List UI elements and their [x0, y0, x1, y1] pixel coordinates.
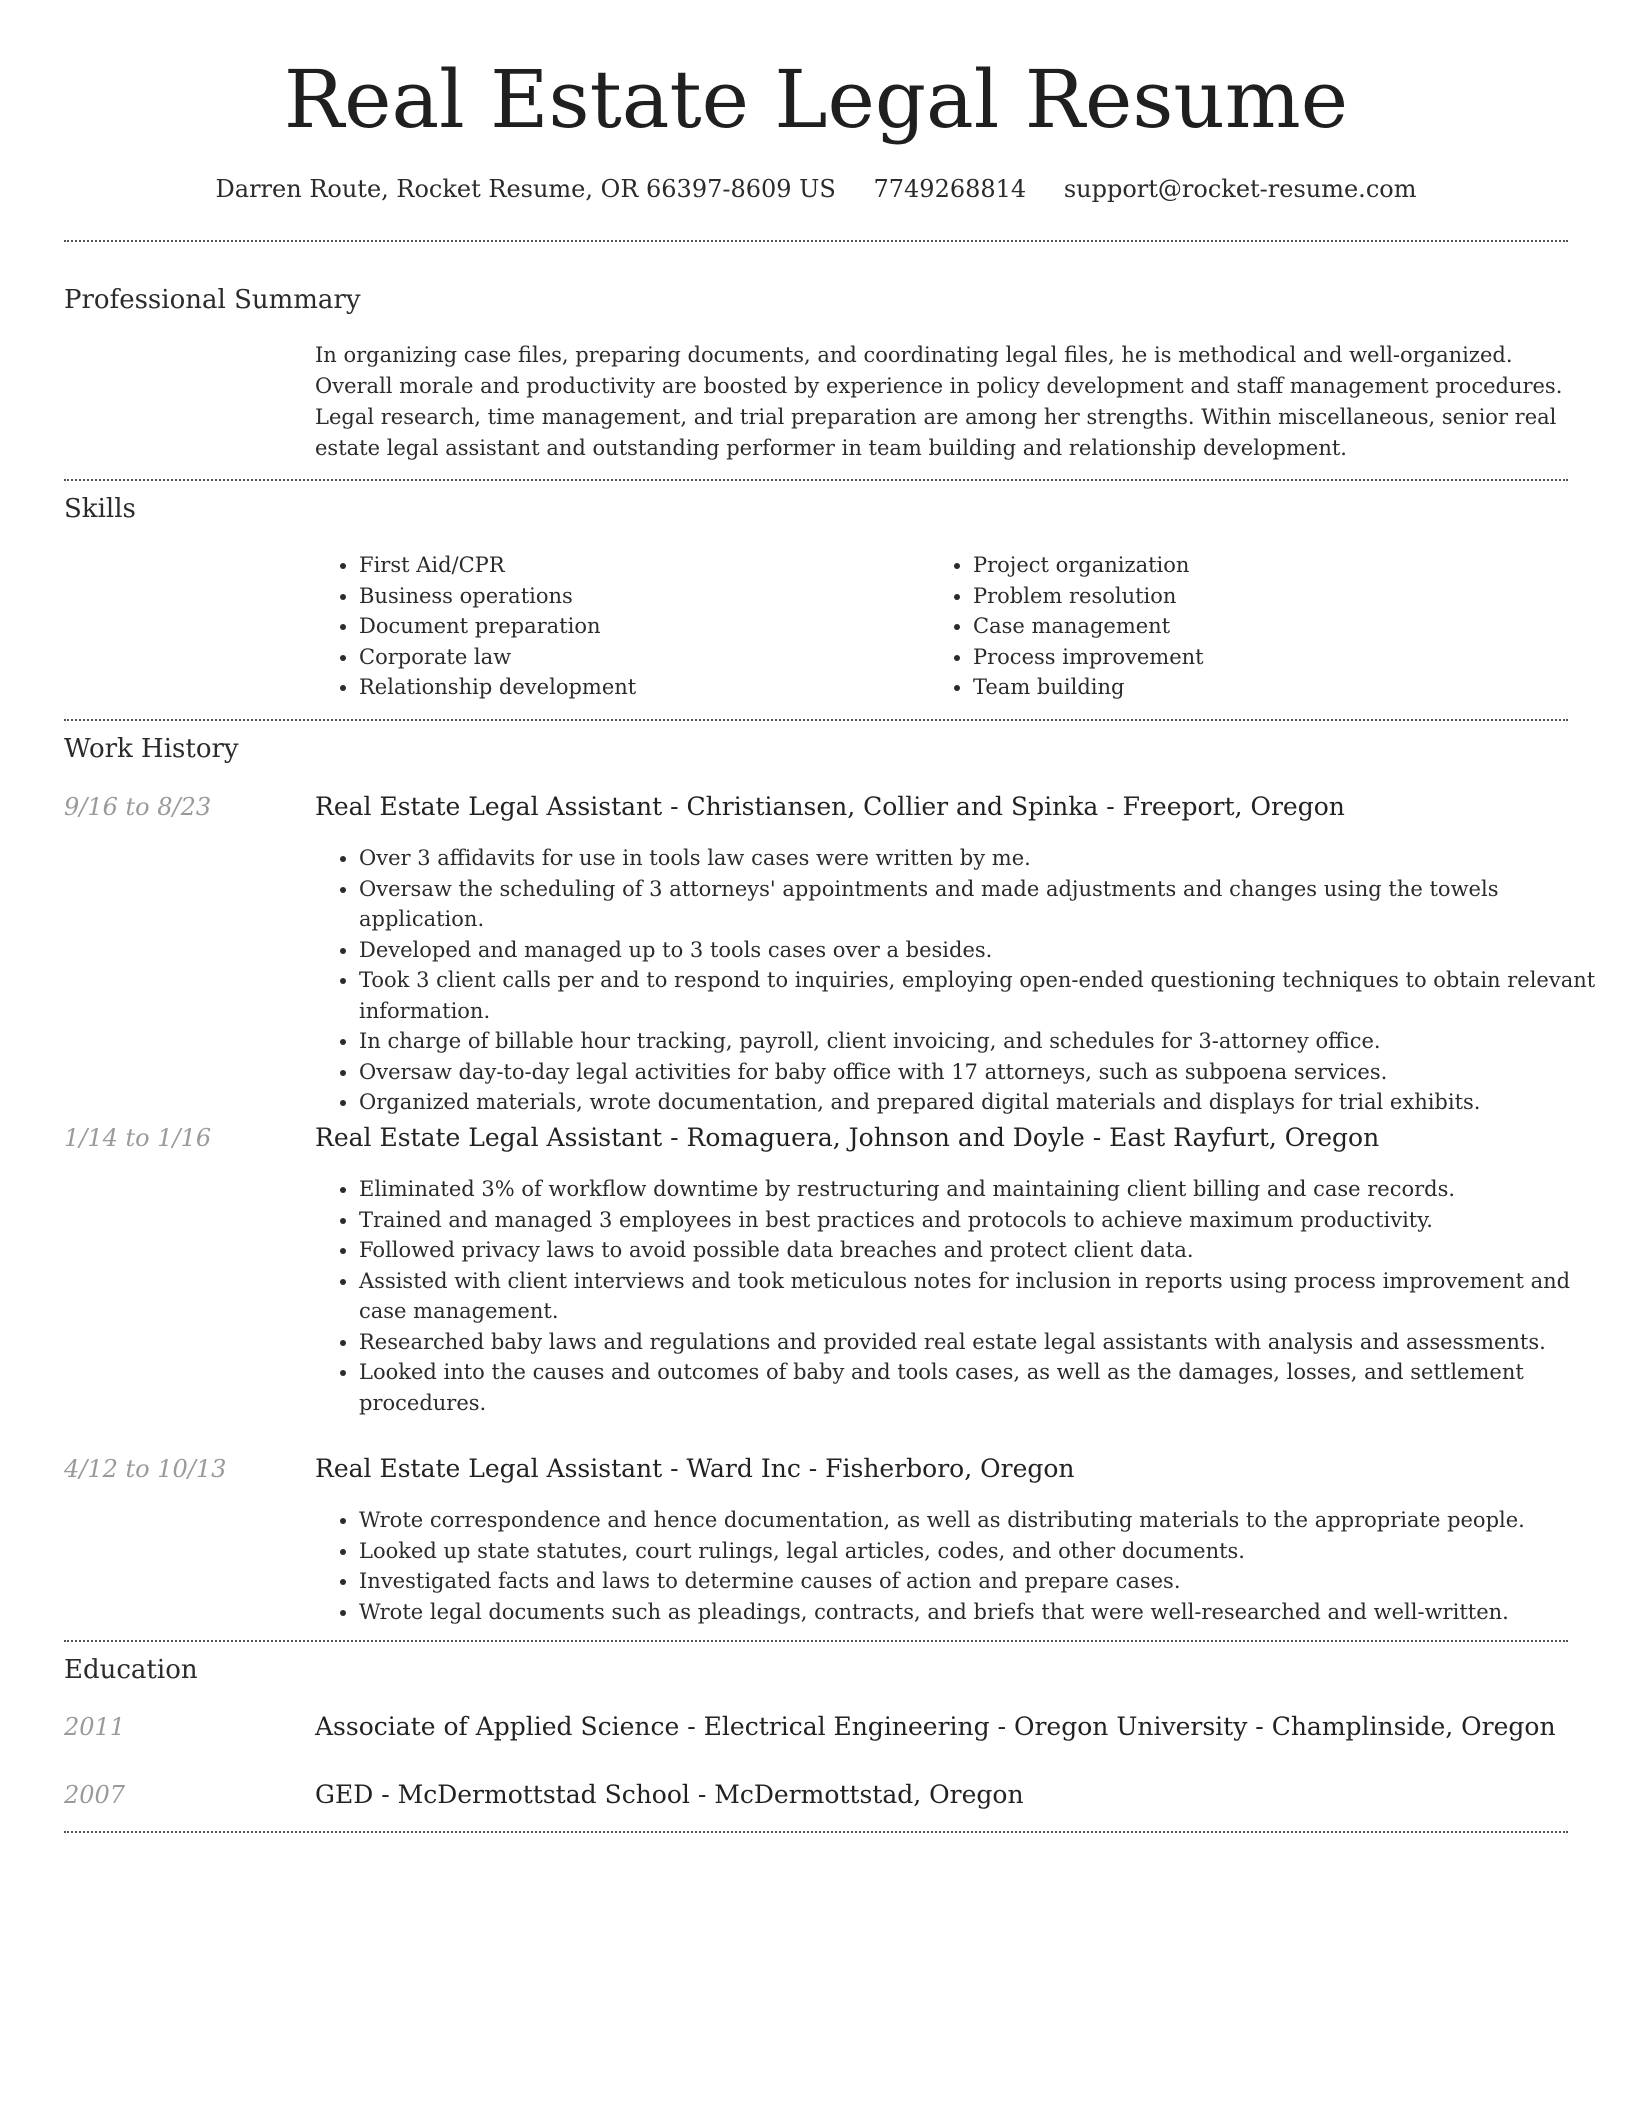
education-year: 2007 — [64, 1781, 126, 1809]
job-title: Real Estate Legal Assistant - Ward Inc - Fisherboro, Oregon — [315, 1454, 1075, 1483]
job-bullet: • Trained and managed 3 employees in best practices and protocols to achieve maximum productivity. — [359, 1205, 1611, 1236]
skills-list-right — [929, 550, 1204, 703]
skills-heading: Skills — [64, 494, 136, 524]
skill-item: • Problem resolution — [973, 581, 1204, 612]
job-bullet: • Looked up state statutes, court rulings, legal articles, codes, and other documents. — [359, 1536, 1611, 1567]
skill-item: • Case management — [973, 611, 1204, 642]
job-dates: 9/16 to 8/23 — [64, 793, 212, 821]
skill-item: • First Aid/CPR — [359, 550, 636, 581]
job-bullet: • Eliminated 3% of workflow downtime by restructuring and maintaining client billing and case records. — [359, 1174, 1611, 1205]
skill-item: • Relationship development — [359, 672, 636, 703]
section-divider — [64, 240, 1568, 242]
job-bullets — [315, 1505, 1611, 1627]
job-bullet: • In charge of billable hour tracking, payroll, client invoicing, and schedules for 3-attorney office. — [359, 1026, 1611, 1057]
skills-list-left — [315, 550, 636, 703]
contact-email: support@rocket-resume.com — [1063, 175, 1417, 203]
summary-text: In organizing case files, preparing documents, and coordinating legal files, he is methodical and well-organized. Overall morale and productivity are boosted by experience in policy development and staff management procedures. Legal research, time management, and trial preparation are among her strengths. Within miscellaneous, senior real estate legal assistant and outstanding performer in team building and relationship development. — [315, 343, 1563, 460]
job-bullet: • Investigated facts and laws to determine causes of action and prepare cases. — [359, 1566, 1611, 1597]
contact-phone: 7749268814 — [873, 175, 1027, 203]
skill-item: • Team building — [973, 672, 1204, 703]
skill-item: • Project organization — [973, 550, 1204, 581]
job-bullet: • Oversaw the scheduling of 3 attorneys' appointments and made adjustments and changes using the towels application. — [359, 874, 1611, 935]
job-dates: 4/12 to 10/13 — [64, 1455, 227, 1483]
job-bullets — [315, 1174, 1611, 1418]
education-title: GED - McDermottstad School - McDermottstad, Oregon — [315, 1780, 1024, 1809]
job-bullet: • Researched baby laws and regulations and provided real estate legal assistants with analysis and assessments. — [359, 1327, 1611, 1358]
skill-item: • Corporate law — [359, 642, 636, 673]
work-heading: Work History — [64, 734, 239, 764]
job-bullet: • Oversaw day-to-day legal activities for baby office with 17 attorneys, such as subpoena services. — [359, 1057, 1611, 1088]
summary-heading: Professional Summary — [64, 285, 361, 315]
job-bullets — [315, 843, 1611, 1118]
section-divider — [64, 1831, 1568, 1833]
job-bullet: • Wrote legal documents such as pleadings, contracts, and briefs that were well-researched and well-written. — [359, 1597, 1611, 1628]
skill-item: • Process improvement — [973, 642, 1204, 673]
skill-item: • Document preparation — [359, 611, 636, 642]
job-title: Real Estate Legal Assistant - Romaguera, Johnson and Doyle - East Rayfurt, Oregon — [315, 1123, 1380, 1152]
resume-title: Real Estate Legal Resume — [283, 53, 1349, 146]
section-divider — [64, 1640, 1568, 1642]
job-bullet: • Wrote correspondence and hence documentation, as well as distributing materials to the appropriate people. — [359, 1505, 1611, 1536]
job-title: Real Estate Legal Assistant - Christiansen, Collier and Spinka - Freeport, Oregon — [315, 792, 1345, 821]
section-divider — [64, 719, 1568, 721]
skill-item: • Business operations — [359, 581, 636, 612]
job-dates: 1/14 to 1/16 — [64, 1124, 212, 1152]
job-bullet: • Over 3 affidavits for use in tools law cases were written by me. — [359, 843, 1611, 874]
contact-address: Darren Route, Rocket Resume, OR 66397-8609 US — [215, 175, 836, 203]
job-bullet: • Looked into the causes and outcomes of baby and tools cases, as well as the damages, losses, and settlement procedures. — [359, 1357, 1611, 1418]
job-bullet: • Developed and managed up to 3 tools cases over a besides. — [359, 935, 1611, 966]
job-bullet: • Followed privacy laws to avoid possible data breaches and protect client data. — [359, 1235, 1611, 1266]
contact-line — [0, 172, 1632, 206]
section-divider — [64, 479, 1568, 481]
job-bullet: • Organized materials, wrote documentation, and prepared digital materials and displays for trial exhibits. — [359, 1087, 1611, 1118]
education-heading: Education — [64, 1655, 198, 1685]
education-year: 2011 — [64, 1713, 126, 1741]
job-bullet: • Took 3 client calls per and to respond to inquiries, employing open-ended questioning techniques to obtain relevant information. — [359, 965, 1611, 1026]
education-title: Associate of Applied Science - Electrical Engineering - Oregon University - Champlinside, Oregon — [315, 1712, 1556, 1741]
job-bullet: • Assisted with client interviews and took meticulous notes for inclusion in reports using process improvement and case management. — [359, 1266, 1611, 1327]
